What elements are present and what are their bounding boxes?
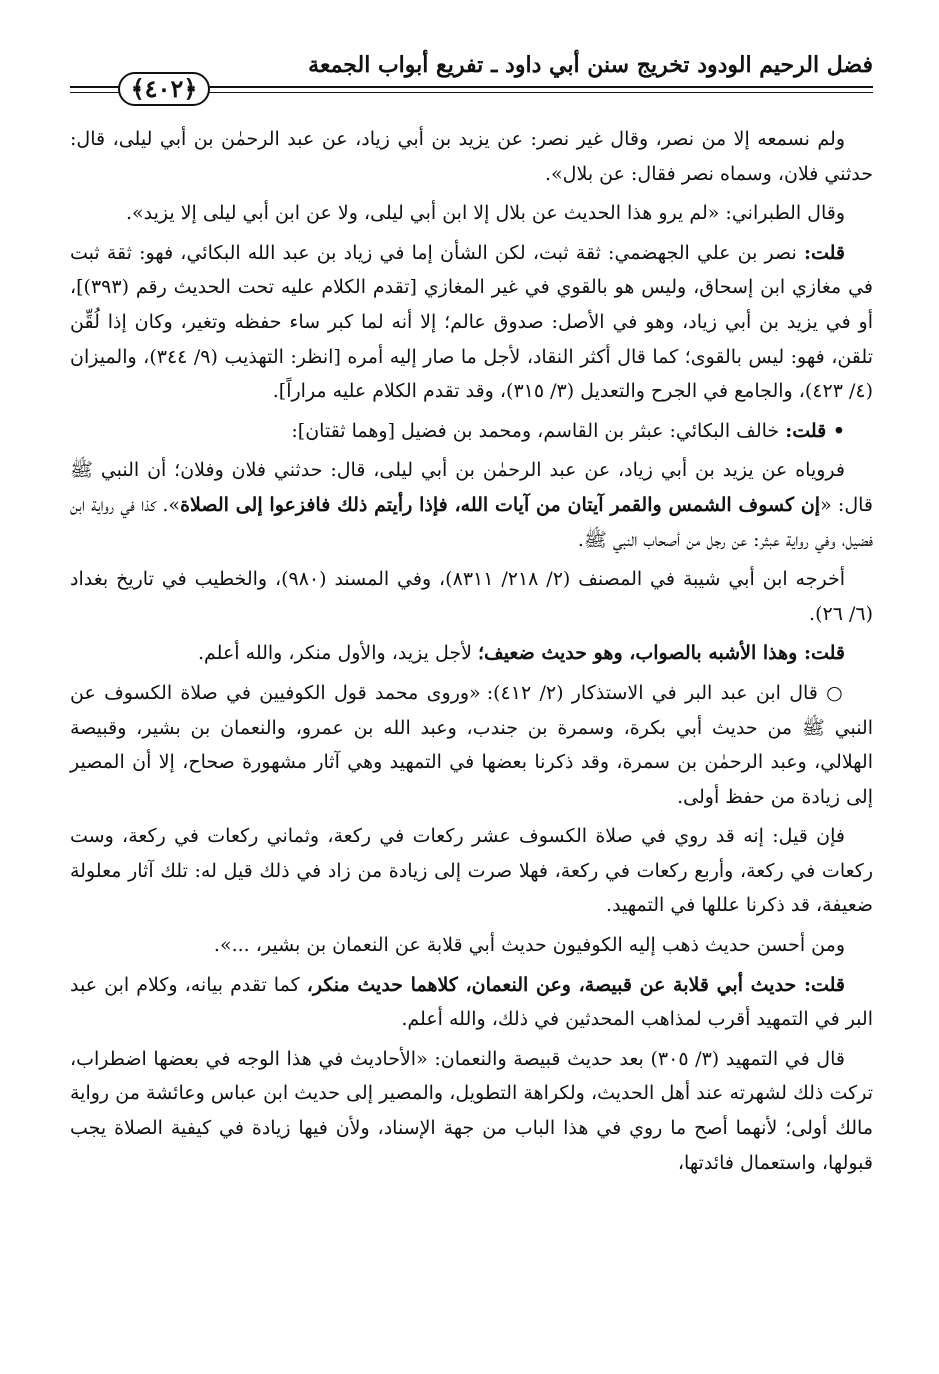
paragraph-text: ○ قال ابن عبد البر في الاستذكار (٢/ ٤١٢): «وروى محمد قول الكوفيين في صلاة الكسوف عن النبي ﷺ من حديث أبي بكرة، وسمرة بن جندب، وعبد الله بن عمرو، والنعمان بن بشير، وقبيصة الهلالي، وعبد الرحمٰن بن سمرة، وقد ذكرنا بعضها في التمهيد وهي آثار مشهورة صحاح، إلا أن المصير إلى زيادة من حفظ أولى.: [70, 681, 873, 808]
paragraph: [70, 453, 873, 557]
paragraph-text: فروياه عن يزيد بن أبي زياد، عن عبد الرحمٰن بن أبي ليلى، قال: حدثني فلان وفلان؛ أن النبي ﷺ قال: «: [70, 459, 873, 516]
paragraph-text: ومن أحسن حديث ذهب إليه الكوفيون حديث أبي قلابة عن النعمان بن بشير، ...».: [213, 934, 845, 957]
page-number: ﴿٤٠٢﴾: [118, 72, 210, 106]
paragraph-text: ولم نسمعه إلا من نصر، وقال غير نصر: عن يزيد بن أبي زياد، عن عبد الرحمٰن بن أبي ليلى، قال: حدثني فلان، وسماه نصر فقال: عن بلال».: [70, 128, 873, 185]
paragraph: [70, 196, 873, 231]
paragraph-text: فإن قيل: إنه قد روي في صلاة الكسوف عشر ركعات في ركعة، وثماني ركعات في ركعة، وست ركعات في ركعة، وأربع ركعات في ركعة، فهلا صرت إلى زيادة من زاد في ذلك قيل له: تلك آثار معلولة ضعيفة، قد ذكرنا عللها في التمهيد.: [70, 825, 873, 917]
paragraph-lead: • قلت:: [785, 419, 845, 442]
running-title: فضل الرحيم الودود تخريج سنن أبي داود ـ تفريع أبواب الجمعة: [308, 52, 873, 78]
paragraph-text: قال في التمهيد (٣/ ٣٠٥) بعد حديث قبيصة والنعمان: «الأحاديث في هذا الوجه في بعضها اضطراب، تركت ذلك لشهرته عند أهل الحديث، ولكراهة التطويل، والمصير إلى حديث ابن عباس وعائشة من رواية مالك أولى؛ لأنهما أصح ما روي في هذا الباب من جهة الإسناد، ولأن فيها زيادة في كيفية الصلاة يجب قبولها، واستعمال فائدتها،: [70, 1047, 873, 1174]
page-header: [70, 50, 873, 110]
paragraph-text: أخرجه ابن أبي شيبة في المصنف (٢/ ٢١٨/ ٨٣١١)، وفي المسند (٩٨٠)، والخطيب في تاريخ بغداد (٦/ ٢٦).: [70, 568, 873, 625]
paragraph-tail: ». كذا في رواية ابن فضيل، وفي رواية عبثر: عن رجل من أصحاب النبي ﷺ.: [70, 493, 873, 551]
paragraph: [70, 636, 873, 671]
paragraph-lead: قلت: حديث أبي قلابة عن قبيصة، وعن النعمان، كلاهما حديث منكر،: [306, 973, 845, 996]
paragraph: [70, 676, 873, 814]
paragraph: [70, 414, 873, 449]
paragraph-text: وقال الطبراني: «لم يرو هذا الحديث عن بلال إلا ابن أبي ليلى، ولا عن ابن أبي ليلى إلا يزيد».: [125, 202, 845, 225]
paragraph-lead: قلت: وهذا الأشبه بالصواب، وهو حديث ضعيف؛: [477, 642, 845, 665]
body-text: [70, 122, 873, 1185]
paragraph: [70, 1042, 873, 1180]
paragraph-text: نصر بن علي الجهضمي: ثقة ثبت، لكن الشأن إما في زياد بن عبد الله البكائي، فهو: ثقة ثبت في مغازي ابن إسحاق، وليس هو بالقوي في غير المغازي [تقدم الكلام عليه تحت الحديث رقم (٣٩٣)]، أو في يزيد بن أبي زياد، وهو في الأصل: صدوق عالم؛ إلا أنه لما كبر ساء حفظه وتغير، وكان إذا لُقِّن تلقن، فهو: ليس بالقوى؛ كما قال أكثر النقاد، لأجل ما صار إليه أمره [انظر: التهذيب (٩/ ٣٤٤)، والميزان (٤/ ٤٢٣)، والجامع في الجرح والتعديل (٣/ ٣١٥)، وقد تقدم الكلام عليه مراراً].: [70, 241, 873, 403]
paragraph: [70, 562, 873, 631]
paragraph-text: خالف البكائي: عبثر بن القاسم، ومحمد بن فضيل [وهما ثقتان]:: [291, 419, 786, 442]
paragraph: [70, 122, 873, 191]
paragraph: [70, 236, 873, 409]
paragraph-lead: قلت:: [803, 241, 845, 264]
paragraph: [70, 819, 873, 923]
paragraph-text: كما تقدم بيانه، وكلام ابن عبد البر في التمهيد أقرب لمذاهب المحدثين في ذلك، والله أعلم.: [70, 973, 873, 1031]
paragraph: [70, 968, 873, 1037]
paragraph: [70, 928, 873, 963]
paragraph-text: لأجل يزيد، والأول منكر، والله أعلم.: [198, 642, 478, 665]
hadith-text: إن كسوف الشمس والقمر آيتان من آيات الله، فإذا رأيتم ذلك فافزعوا إلى الصلاة: [180, 493, 821, 516]
